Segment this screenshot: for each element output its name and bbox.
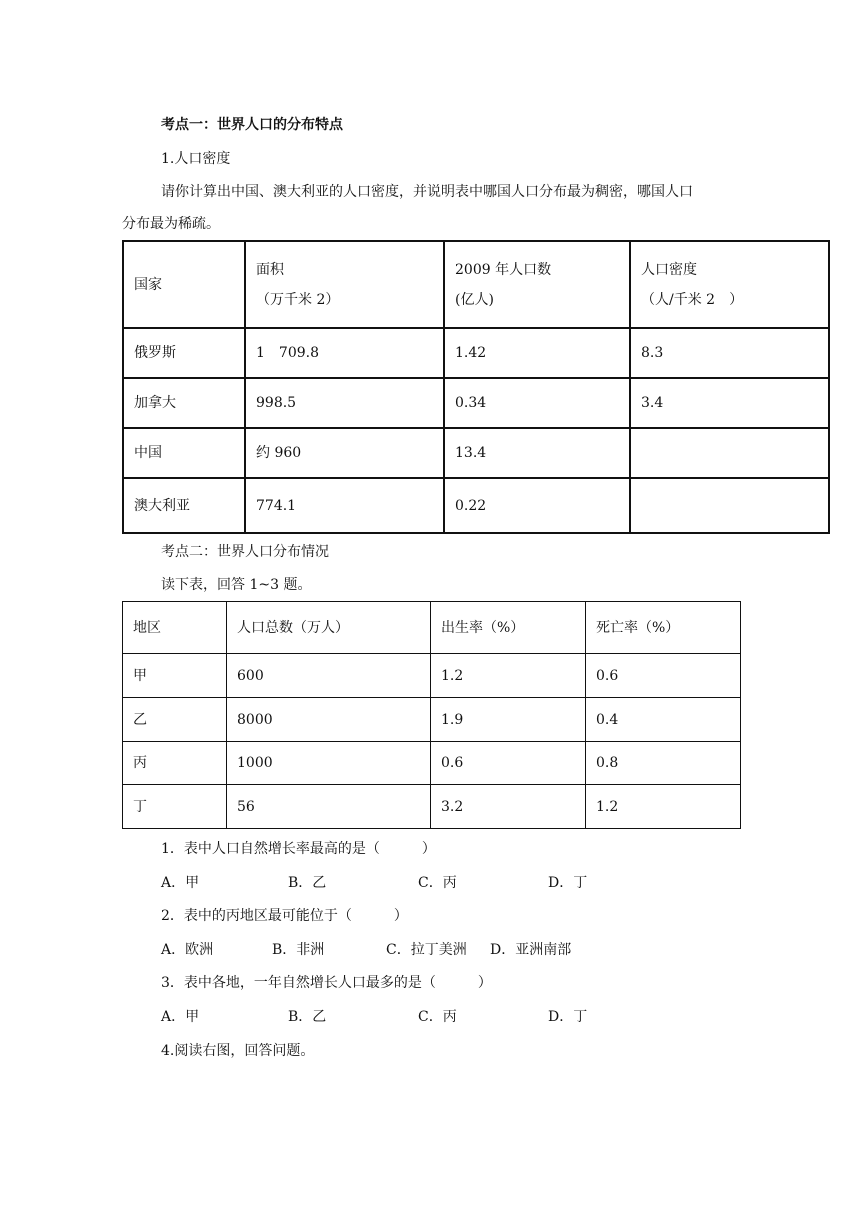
table-row — [123, 785, 741, 829]
table-row — [123, 478, 829, 533]
table-cell: 1.2 — [586, 785, 741, 829]
question-text-line2: 分布最为稀疏。 — [122, 216, 220, 232]
table-cell: 约 960 — [245, 428, 444, 478]
table-header-row — [123, 241, 829, 328]
section2-heading: 考点二：世界人口分布情况 — [161, 544, 329, 560]
table-cell: 0.22 — [444, 478, 630, 533]
table-cell: 998.5 — [245, 378, 444, 428]
table-cell: 丙 — [123, 742, 227, 785]
table-cell: 0.34 — [444, 378, 630, 428]
table-cell: 1.9 — [431, 698, 586, 742]
table-cell: 0.8 — [586, 742, 741, 785]
header-cell: 出生率（%） — [431, 602, 586, 654]
option-a[interactable]: A．甲 — [161, 875, 200, 891]
table-cell: 0.4 — [586, 698, 741, 742]
header-cell: 人口密度 （人/千米 2 ） — [630, 241, 829, 328]
header-cell: 地区 — [123, 602, 227, 654]
section2-instruction: 读下表，回答 1~3 题。 — [161, 577, 312, 593]
table-cell: 8000 — [227, 698, 431, 742]
question-1-stem: 1．表中人口自然增长率最高的是（ ） — [161, 841, 436, 857]
question-text-line1: 请你计算出中国、澳大利亚的人口密度，并说明表中哪国人口分布最为稠密，哪国人口 — [161, 184, 693, 200]
table-cell: 8.3 — [630, 328, 829, 378]
table-cell — [630, 428, 829, 478]
header-cell: 面积 （万千米 2） — [245, 241, 444, 328]
table-cell: 3.2 — [431, 785, 586, 829]
option-b[interactable]: B．非洲 — [272, 942, 325, 958]
table-cell: 0.6 — [431, 742, 586, 785]
section1-heading: 考点一：世界人口的分布特点 — [161, 117, 343, 133]
table-row — [123, 654, 741, 698]
table-header-row — [123, 602, 741, 654]
section1-subheading: 1.人口密度 — [161, 151, 231, 167]
option-c[interactable]: C．拉丁美洲 — [386, 942, 467, 958]
option-b[interactable]: B．乙 — [288, 875, 327, 891]
table-cell: 774.1 — [245, 478, 444, 533]
header-cell: 2009 年人口数 (亿人) — [444, 241, 630, 328]
table-cell: 澳大利亚 — [123, 478, 245, 533]
table-row — [123, 698, 741, 742]
question-4-stem: 4.阅读右图，回答问题。 — [161, 1043, 315, 1059]
table-cell — [630, 478, 829, 533]
option-a[interactable]: A．欧洲 — [161, 942, 214, 958]
table-row — [123, 378, 829, 428]
option-d[interactable]: D．亚洲南部 — [490, 942, 572, 958]
table-cell: 加拿大 — [123, 378, 245, 428]
table-cell: 丁 — [123, 785, 227, 829]
option-d[interactable]: D．丁 — [548, 875, 588, 891]
table-cell: 13.4 — [444, 428, 630, 478]
table-cell: 56 — [227, 785, 431, 829]
table-cell: 1 709.8 — [245, 328, 444, 378]
table-cell: 1.42 — [444, 328, 630, 378]
table-cell: 俄罗斯 — [123, 328, 245, 378]
header-cell: 国家 — [123, 241, 245, 328]
question-3-stem: 3．表中各地，一年自然增长人口最多的是（ ） — [161, 975, 492, 991]
option-a[interactable]: A．甲 — [161, 1009, 200, 1025]
option-c[interactable]: C．丙 — [418, 875, 457, 891]
table-row — [123, 328, 829, 378]
table-cell: 1000 — [227, 742, 431, 785]
table-cell: 乙 — [123, 698, 227, 742]
option-b[interactable]: B．乙 — [288, 1009, 327, 1025]
population-density-table — [122, 240, 830, 534]
table-cell: 3.4 — [630, 378, 829, 428]
question-2-stem: 2．表中的丙地区最可能位于（ ） — [161, 908, 408, 924]
region-population-table — [122, 601, 741, 829]
table-row — [123, 428, 829, 478]
option-d[interactable]: D．丁 — [548, 1009, 588, 1025]
table-row — [123, 742, 741, 785]
header-cell: 死亡率（%） — [586, 602, 741, 654]
table-cell: 中国 — [123, 428, 245, 478]
table-cell: 1.2 — [431, 654, 586, 698]
option-c[interactable]: C．丙 — [418, 1009, 457, 1025]
table-cell: 600 — [227, 654, 431, 698]
header-cell: 人口总数（万人） — [227, 602, 431, 654]
table-cell: 甲 — [123, 654, 227, 698]
table-cell: 0.6 — [586, 654, 741, 698]
